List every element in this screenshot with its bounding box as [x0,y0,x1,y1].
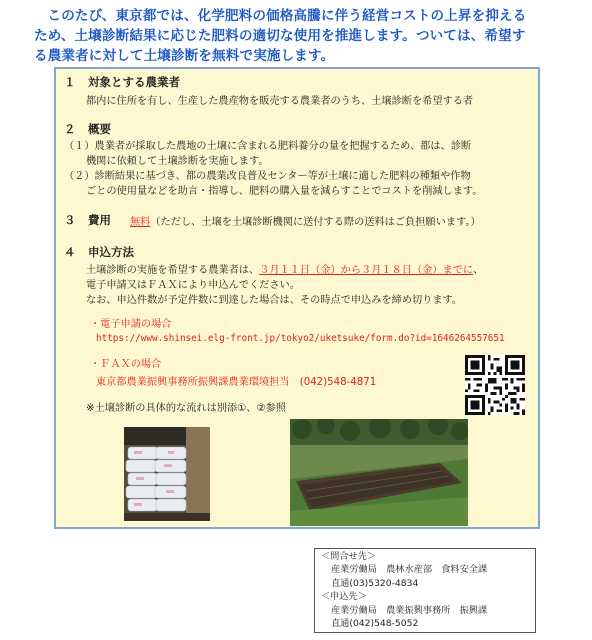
intro-paragraph [34,6,554,66]
section-4-heading [64,244,134,260]
application-department: 産業労働局 農業振興事務所 振興課 [331,604,488,616]
section-1-heading [64,74,180,90]
section-4-number: ４ [64,245,76,259]
section-2-para-1b: 機関に依頼して土壌診断を実施します。 [86,156,269,167]
fax-application-label: ・ＦＡＸの場合 [90,359,162,370]
section-3-body [130,213,481,228]
section-3-number: ３ [64,213,76,227]
inquiry-department: 産業労働局 農林水産部 食料安全課 [331,564,488,576]
application-line-2: 電子申請又はＦＡＸにより申込んでください。 [86,280,300,291]
section-2-number: ２ [64,122,76,136]
farm-field-photo [290,419,468,526]
application-line-1 [86,261,483,276]
application-line-1-text: 土壌診断の実施を希望する農業者は、 [86,265,260,276]
shipping-note: （ただし、土壌を土壌診断機関に送付する際の送料はご負担願います。） [150,217,481,228]
application-label: ＜申込先＞ [321,591,367,603]
online-application-url[interactable]: https://www.shinsei.elg-front.jp/tokyo2/uketsuke/form.do?id=1646264557651 [96,333,505,344]
intro-line-3: る農業者に対して土壌診断を無料で実施します。 [34,48,335,64]
inquiry-phone: 直通(03)5320-4834 [331,577,419,589]
section-3-heading [64,212,111,228]
intro-line-1: このたび、東京都では、化学肥料の価格高騰に伴う経営コストの上昇を抑える [47,8,527,24]
section-2-para-1a: （１）農業者が採取した農地の土壌に含まれる肥料養分の量を把握するため、都は、診断 [64,141,472,152]
fertilizer-bags-photo [124,427,210,521]
notice-box [54,67,540,529]
fax-application-destination: 東京都農業振興事務所振興課農業環境担当 (042)548-4871 [96,377,377,388]
section-2-para-2a: （２）診断結果に基づき、都の農業改良普及センター等が土壌に適した肥料の種類や作物 [64,171,471,182]
inquiry-label: ＜問合せ先＞ [321,551,377,562]
section-3-title: 費用 [88,213,111,227]
online-application-label: ・電子申請の場合 [90,319,172,330]
qr-code-icon [465,355,525,415]
section-1-title: 対象とする農業者 [88,75,180,89]
application-line-3: なお、申込件数が予定件数に到達した場合は、その時点で申込みを締め切ります。 [86,295,463,306]
application-period: ３月１１日（金）から３月１８日（金）までに [259,265,474,276]
section-4-title: 申込方法 [88,245,134,259]
free-label: 無料 [130,217,151,228]
section-1-number: １ [64,75,76,89]
section-1-body: 都内に住所を有し、生産した農産物を販売する農業者のうち、土壌診断を希望する者 [86,96,474,107]
reference-note: ※土壌診断の具体的な流れは別添①、②参照 [86,403,286,414]
section-2-para-2b: ごとの使用量などを助言・指導し、肥料の購入量を減らすことでコストを削減します。 [86,186,483,197]
application-line-1-end: 、 [473,265,484,276]
section-2-heading [64,121,111,137]
intro-line-2: ため、土壌診断結果に応じた肥料の適切な使用を推進します。ついては、希望す [34,28,526,44]
application-phone: 直通(042)548-5052 [331,618,419,630]
contact-box [314,548,536,633]
section-2-title: 概要 [88,122,111,136]
